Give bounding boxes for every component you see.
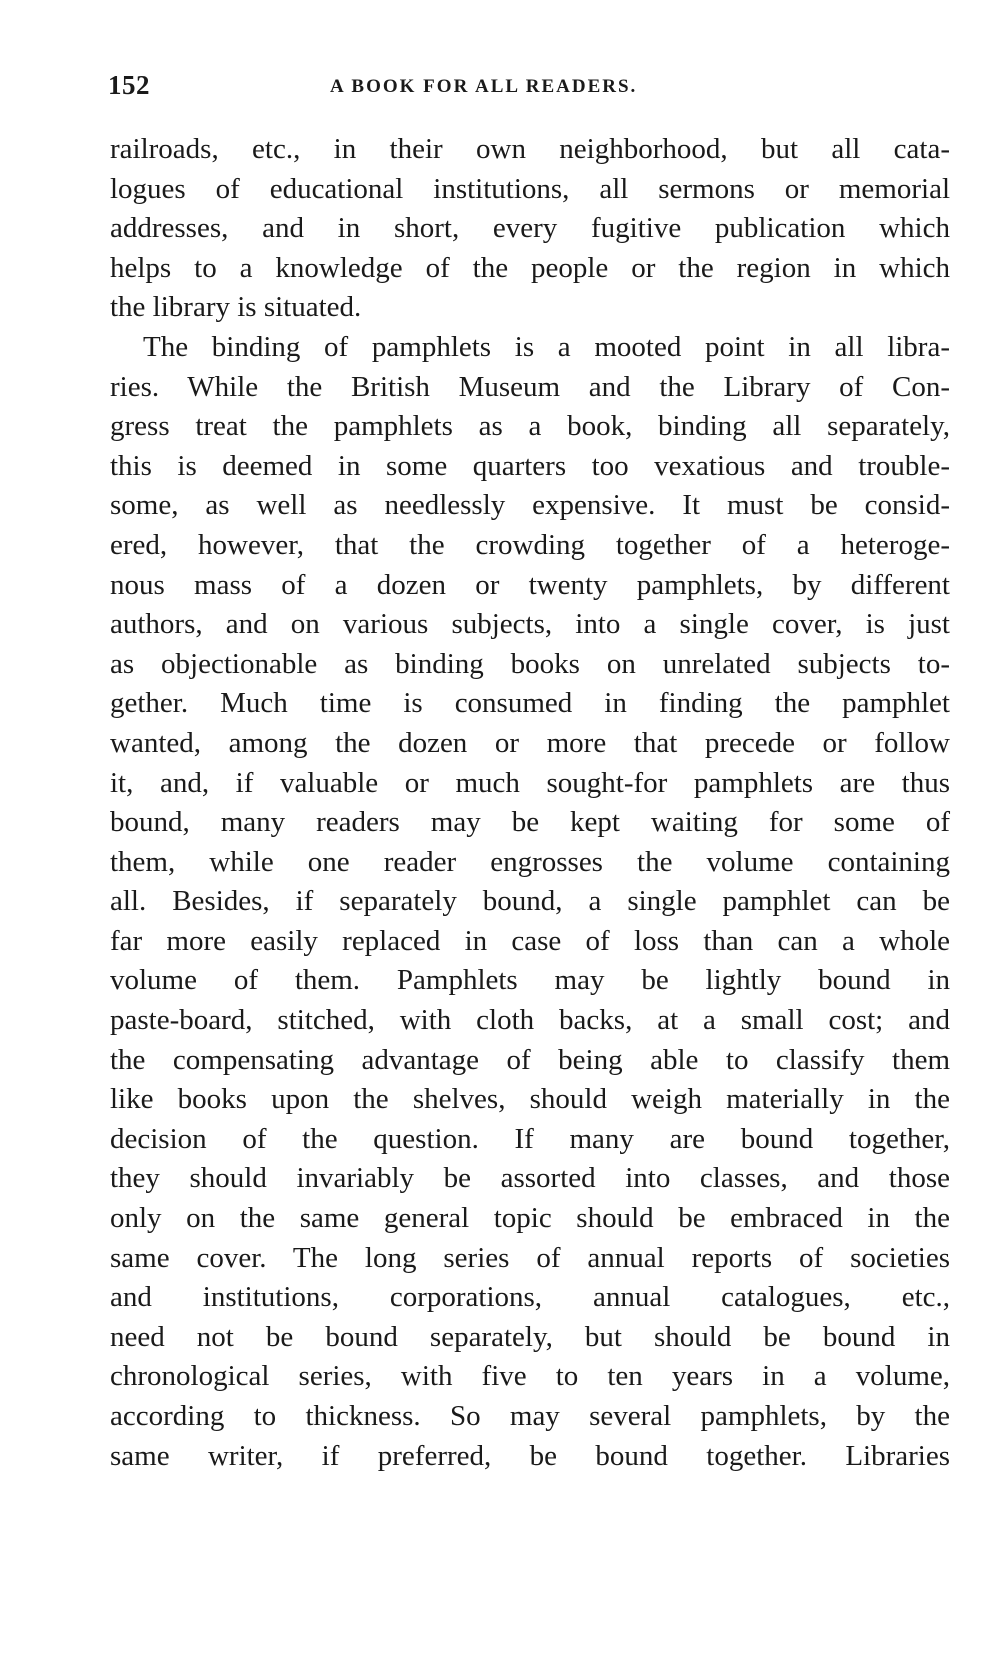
text-line: volume of them. Pamphlets may be lightly bound in bbox=[110, 964, 950, 997]
text-line: same writer, if preferred, be bound together. Libraries bbox=[110, 1439, 950, 1472]
page-number: 152 bbox=[108, 70, 150, 100]
text-line: addresses, and in short, every fugitive publication which bbox=[110, 212, 950, 245]
text-line: nous mass of a dozen or twenty pamphlets, by different bbox=[110, 568, 950, 601]
text-line: they should invariably be assorted into classes, and those bbox=[110, 1162, 950, 1195]
text-line: bound, many readers may be kept waiting for some of bbox=[110, 806, 950, 839]
text-line: according to thickness. So may several pamphlets, by the bbox=[110, 1400, 950, 1432]
text-line: all. Besides, if separately bound, a single pamphlet can be bbox=[110, 885, 950, 918]
text-line: wanted, among the dozen or more that precede or follow bbox=[110, 726, 950, 759]
text-line: decision of the question. If many are bound together, bbox=[110, 1122, 950, 1155]
text-line: logues of educational institutions, all sermons or memorial bbox=[110, 172, 950, 205]
text-line: as objectionable as binding books on unrelated subjects to- bbox=[110, 647, 950, 680]
text-line: ered, however, that the crowding together of a heteroge- bbox=[110, 528, 950, 561]
text-line: the compensating advantage of being able to classify them bbox=[110, 1043, 950, 1076]
text-line: it, and, if valuable or much sought-for pamphlets are thus bbox=[110, 766, 950, 799]
text-line: only on the same general topic should be embraced in the bbox=[110, 1202, 950, 1235]
text-line: some, as well as needlessly expensive. It must be consid- bbox=[110, 489, 950, 522]
running-title: A BOOK FOR ALL READERS. bbox=[330, 76, 638, 97]
text-line: railroads, etc., in their own neighborhood, but all cata- bbox=[110, 133, 950, 165]
text-line: like books upon the shelves, should weigh materially in the bbox=[110, 1083, 950, 1116]
text-line: need not be bound separately, but should be bound in bbox=[110, 1320, 950, 1353]
text-line: far more easily replaced in case of loss than can a whole bbox=[110, 924, 950, 957]
text-line: this is deemed in some quarters too vexatious and trouble- bbox=[110, 449, 950, 482]
text-line: and institutions, corporations, annual catalogues, etc., bbox=[110, 1281, 950, 1314]
text-line: helps to a knowledge of the people or the region in which bbox=[110, 251, 950, 284]
text-line: gress treat the pamphlets as a book, binding all separately, bbox=[110, 410, 950, 443]
text-line: the library is situated. bbox=[110, 291, 362, 324]
text-line: chronological series, with five to ten years in a volume, bbox=[110, 1360, 950, 1393]
text-line: authors, and on various subjects, into a single cover, is just bbox=[110, 608, 950, 641]
paragraph-start-line: The binding of pamphlets is a mooted point in all libra- bbox=[143, 330, 950, 363]
text-line: ries. While the British Museum and the Library of Con- bbox=[110, 370, 950, 403]
text-line: gether. Much time is consumed in finding the pamphlet bbox=[110, 687, 950, 720]
page-header bbox=[108, 70, 958, 110]
text-line: same cover. The long series of annual reports of societies bbox=[110, 1241, 950, 1274]
text-line: paste-board, stitched, with cloth backs, at a small cost; and bbox=[110, 1004, 950, 1037]
text-line: them, while one reader engrosses the volume containing bbox=[110, 845, 950, 878]
body-text bbox=[110, 130, 950, 1476]
